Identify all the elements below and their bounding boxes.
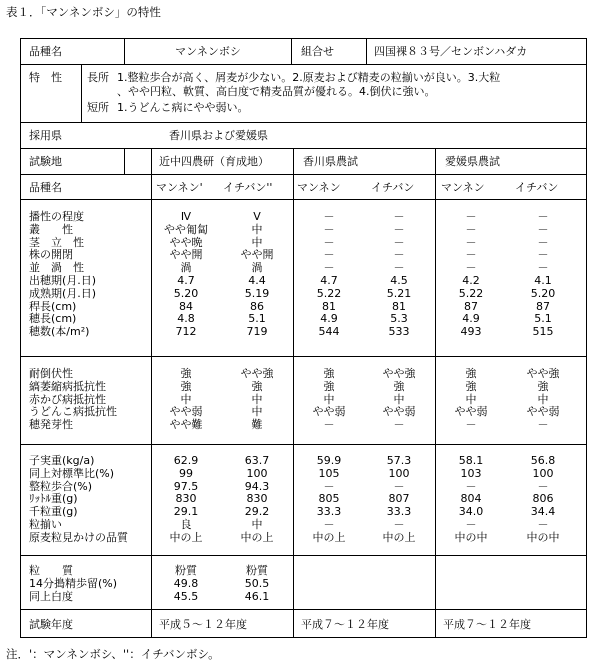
row-label: 粒揃い — [29, 518, 62, 531]
cell-value: 4.1 — [534, 274, 552, 287]
variety-col: イチバン — [515, 181, 559, 194]
rule — [21, 122, 586, 123]
cell-value: 強 — [465, 367, 477, 380]
footnote: 注．'：マンネンボシ、''：イチバンボシ。 — [6, 647, 220, 661]
row-label: うどんこ病抵抗性 — [29, 405, 117, 419]
cell-value: やや弱 — [454, 405, 488, 419]
cell-value: 強 — [393, 379, 405, 393]
rule — [293, 148, 294, 637]
cell-value: 4.7 — [177, 274, 195, 287]
cell-value: 中 — [393, 392, 405, 406]
cell-value: 5.3 — [390, 312, 408, 326]
cell-value: 103 — [460, 466, 482, 480]
cell-value: － — [465, 235, 477, 249]
variety-col: イチバン — [371, 181, 415, 194]
row-label: 同上白度 — [29, 589, 73, 603]
cell-value: 5.19 — [244, 286, 270, 300]
cell-value: 強 — [251, 379, 263, 393]
cell-value: 5.21 — [386, 286, 412, 300]
years-2: 平成７～１２年度 — [301, 618, 389, 631]
cell-value: 4.7 — [320, 274, 338, 287]
cell-value: 99 — [179, 466, 193, 480]
cell-value: 4.5 — [390, 274, 408, 287]
row-label: 整粒歩合(%) — [29, 479, 93, 493]
site-1: 近中四農研（育成地） — [159, 155, 269, 168]
cell-value: 難 — [251, 418, 263, 432]
cell-value: － — [323, 418, 335, 432]
row-label: 子実重(kg/a) — [29, 454, 95, 467]
row-label: 出穂期(月.日) — [29, 274, 97, 287]
variety-col: マンネン — [297, 181, 341, 194]
row-label: 同上対標準比(%) — [29, 466, 115, 480]
cell-value: － — [323, 261, 335, 275]
cell-value: 493 — [460, 325, 482, 339]
rule — [21, 609, 586, 610]
cell-value: 34.4 — [530, 505, 556, 519]
row-label: 穂数(本/m²) — [29, 325, 90, 339]
cell-value: 100 — [246, 466, 268, 480]
cell-value: 4.8 — [177, 312, 195, 326]
cell-value: － — [537, 261, 549, 275]
rule — [291, 39, 292, 64]
cell-value: － — [393, 235, 405, 249]
cell-value: － — [537, 248, 549, 262]
cell-value: － — [537, 418, 549, 432]
cell-value: 中 — [251, 222, 263, 236]
row-label: 稈長(cm) — [29, 299, 77, 313]
row-label: 赤かび病抵抗性 — [29, 392, 106, 406]
cell-value: 719 — [246, 325, 268, 339]
cell-value: 806 — [532, 492, 554, 506]
cross-label: 組合せ — [301, 45, 334, 58]
cell-value: やや強 — [240, 367, 274, 380]
adopt-value: 香川県および愛媛県 — [169, 129, 268, 142]
rule — [124, 148, 125, 174]
merit-line: 1.整粒歩合が高く、屑麦が少ない。2.原麦および精麦の粒揃いが良い。3.大粒 — [117, 71, 501, 84]
cell-value: やや弱 — [169, 405, 203, 419]
merit-line: 、やや円粒、軟質、高白度で精麦品質が優れる。4.倒伏に強い。 — [117, 85, 436, 98]
cell-value: － — [393, 261, 405, 275]
cell-value: 544 — [318, 325, 340, 339]
cell-value: Ⅴ — [253, 210, 261, 223]
cell-value: 533 — [388, 325, 410, 339]
cell-value: 87 — [464, 299, 478, 313]
row-label: 千粒重(g) — [29, 505, 78, 519]
cell-value: 強 — [180, 379, 192, 393]
cell-value: 46.1 — [244, 589, 270, 603]
cell-value: 29.1 — [173, 505, 199, 519]
cell-value: やや開 — [169, 248, 203, 262]
cell-value: － — [323, 235, 335, 249]
cell-value: 強 — [180, 367, 192, 380]
cell-value: 5.20 — [173, 286, 199, 300]
rule — [21, 64, 586, 65]
cell-value: 4.9 — [320, 312, 338, 326]
row-label: 縞萎縮病抵抗性 — [29, 379, 106, 393]
cell-value: 強 — [465, 379, 477, 393]
cell-value: － — [537, 518, 549, 531]
cell-value: 中 — [465, 392, 477, 406]
cell-value: 中 — [323, 392, 335, 406]
row-label: 穂長(cm) — [29, 312, 77, 326]
site-2: 香川県農試 — [303, 155, 358, 168]
variety-col: イチバン'' — [223, 181, 273, 194]
cell-value: 4.4 — [248, 274, 266, 287]
years-1: 平成５～１２年度 — [159, 618, 247, 631]
merit-label: 長所 — [87, 71, 109, 84]
rule — [21, 148, 586, 149]
cell-value: 515 — [532, 325, 554, 339]
cell-value: － — [393, 210, 405, 223]
cell-value: 中 — [251, 518, 263, 531]
rule — [21, 356, 586, 357]
cell-value: 86 — [250, 299, 264, 313]
variety-col: マンネン' — [156, 181, 203, 194]
row-label: 播性の程度 — [29, 210, 84, 223]
cell-value: 57.3 — [386, 454, 412, 467]
cell-value: － — [323, 222, 335, 236]
cell-value: 中 — [251, 235, 263, 249]
cell-value: 50.5 — [244, 576, 270, 590]
cell-value: 渦 — [251, 261, 263, 275]
cell-value: 中 — [251, 392, 263, 406]
row-label: 茎 立 性 — [29, 235, 84, 249]
cell-value: 33.3 — [386, 505, 412, 519]
cell-value: － — [465, 261, 477, 275]
row-label: 叢 性 — [29, 222, 73, 236]
cell-value: 56.8 — [530, 454, 556, 467]
cell-value: 5.22 — [458, 286, 484, 300]
row-label: 原麦粒見かけの品質 — [29, 530, 128, 544]
cell-value: － — [465, 210, 477, 223]
years-label: 試験年度 — [29, 618, 73, 631]
cell-value: 105 — [318, 466, 340, 480]
cell-value: やや難 — [169, 418, 203, 432]
cell-value: － — [323, 518, 335, 531]
row-label: 株の開閉 — [29, 248, 73, 262]
cell-value: 97.5 — [173, 479, 199, 493]
cell-value: － — [323, 210, 335, 223]
cell-value: やや弱 — [382, 405, 416, 419]
cell-value: 58.1 — [458, 454, 484, 467]
cell-value: － — [393, 418, 405, 432]
cell-value: － — [465, 222, 477, 236]
cell-value: － — [465, 479, 477, 493]
cell-value: やや晩 — [169, 235, 203, 249]
cell-value: 中 — [251, 405, 263, 419]
cell-value: 中の上 — [312, 530, 346, 544]
rule — [366, 39, 367, 64]
cell-value: やや強 — [526, 367, 560, 380]
cell-value: － — [465, 418, 477, 432]
cell-value: 62.9 — [173, 454, 199, 467]
cell-value: － — [537, 210, 549, 223]
cell-value: 94.3 — [244, 479, 270, 493]
cell-value: 807 — [388, 492, 410, 506]
rule — [81, 64, 82, 122]
cell-value: 830 — [175, 492, 197, 506]
cell-value: 830 — [246, 492, 268, 506]
demerit-label: 短所 — [87, 101, 109, 114]
cell-value: やや弱 — [312, 405, 346, 419]
cell-value: 87 — [536, 299, 550, 313]
cell-value: 渦 — [180, 261, 192, 275]
cell-value: 中 — [537, 392, 549, 406]
cell-value: － — [537, 479, 549, 493]
cell-value: 5.22 — [316, 286, 342, 300]
cell-value: やや強 — [382, 367, 416, 380]
row-label: 並 渦 性 — [29, 261, 84, 275]
cell-value: 中の中 — [454, 530, 488, 544]
site-3: 愛媛県農試 — [445, 155, 500, 168]
cell-value: － — [323, 248, 335, 262]
adopt-label: 採用県 — [29, 129, 62, 142]
cell-value: 100 — [388, 466, 410, 480]
cell-value: － — [393, 479, 405, 493]
cell-value: 33.3 — [316, 505, 342, 519]
cell-value: 良 — [180, 518, 192, 531]
rule — [21, 555, 586, 556]
cell-value: － — [537, 235, 549, 249]
cell-value: 34.0 — [458, 505, 484, 519]
rule — [21, 199, 586, 200]
years-3: 平成７～１２年度 — [443, 618, 531, 631]
cell-value: － — [537, 222, 549, 236]
cell-value: 強 — [537, 379, 549, 393]
row-label: ﾘｯﾄﾙ重(g) — [29, 492, 78, 506]
cell-value: 805 — [318, 492, 340, 506]
cell-value: 5.1 — [534, 312, 552, 326]
table-caption: 表１．「マンネンボシ」の特性 — [6, 5, 161, 19]
cross-value: 四国裸８３号／センボンハダカ — [374, 45, 528, 58]
cell-value: やや弱 — [526, 405, 560, 419]
rule — [435, 148, 436, 637]
row-label: 成熟期(月.日) — [29, 286, 97, 300]
cell-value: 強 — [323, 379, 335, 393]
cell-value: 中の中 — [526, 530, 560, 544]
cell-value: 100 — [532, 466, 554, 480]
cell-value: － — [465, 248, 477, 262]
cell-value: やや開 — [240, 248, 274, 262]
cell-value: 中の上 — [382, 530, 416, 544]
rule — [21, 174, 586, 175]
cell-value: やや匍匐 — [164, 222, 208, 236]
cell-value: 4.9 — [462, 312, 480, 326]
variety-col: マンネン — [441, 181, 485, 194]
row-label: 耐倒伏性 — [29, 367, 73, 380]
cell-value: 5.1 — [248, 312, 266, 326]
cell-value: 712 — [175, 325, 197, 339]
row-label: 穂発芽性 — [29, 418, 73, 432]
cell-value: － — [323, 479, 335, 493]
cell-value: 63.7 — [244, 454, 270, 467]
cell-value: 804 — [460, 492, 482, 506]
characteristics-table — [20, 38, 587, 638]
cell-value: 59.9 — [316, 454, 342, 467]
cell-value: 中の上 — [169, 530, 203, 544]
demerit-text: 1.うどんこ病にやや弱い。 — [117, 101, 249, 114]
cell-value: － — [393, 222, 405, 236]
traits-label: 特 性 — [29, 71, 62, 84]
cell-value: 粉質 — [175, 564, 197, 577]
cell-value: 強 — [323, 367, 335, 380]
variety-row-label: 品種名 — [29, 181, 62, 194]
cell-value: 84 — [179, 299, 193, 313]
cell-value: 5.20 — [530, 286, 556, 300]
cell-value: － — [465, 518, 477, 531]
cell-value: － — [393, 518, 405, 531]
row-label: 14分搗精歩留(%) — [29, 576, 118, 590]
cell-value: － — [393, 248, 405, 262]
cell-value: 81 — [392, 299, 406, 313]
cell-value: 中の上 — [240, 530, 274, 544]
rule — [21, 444, 586, 445]
cell-value: 45.5 — [173, 589, 199, 603]
cell-value: 49.8 — [173, 576, 199, 590]
cell-value: 29.2 — [244, 505, 270, 519]
site-label: 試験地 — [29, 155, 62, 168]
cell-value: 81 — [322, 299, 336, 313]
cell-value: 4.2 — [462, 274, 480, 287]
cell-value: 中 — [180, 392, 192, 406]
cell-value: 粉質 — [246, 564, 268, 577]
variety-name-value: マンネンボシ — [175, 45, 241, 58]
row-label: 粒 質 — [29, 564, 73, 577]
variety-name-label: 品種名 — [29, 45, 62, 58]
cell-value: Ⅳ — [180, 210, 192, 223]
